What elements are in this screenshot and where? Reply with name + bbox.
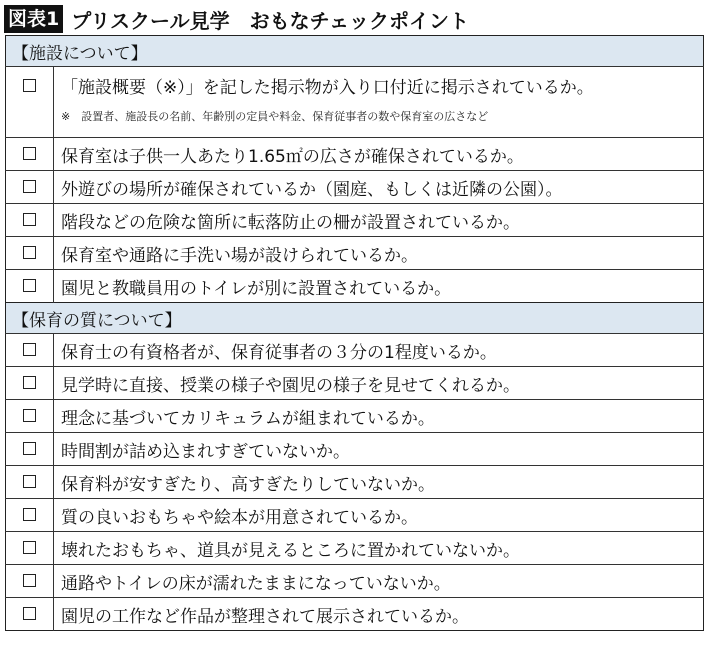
checkbox-icon[interactable]	[23, 343, 36, 356]
item-text: 通路やトイレの床が濡れたままになっていないか。	[54, 565, 704, 598]
figure-title: プリスクール見学 おもなチェックポイント	[71, 8, 470, 33]
checkbox-icon[interactable]	[23, 574, 36, 587]
checkbox-icon[interactable]	[23, 607, 36, 620]
checkbox-icon[interactable]	[23, 409, 36, 422]
item-text: 園児と教職員用のトイレが別に設置されているか。	[54, 270, 704, 303]
item-text: 質の良いおもちゃや絵本が用意されているか。	[54, 499, 704, 532]
checklist-row	[6, 67, 704, 138]
section-title: 【施設について】	[6, 36, 704, 67]
item-text: 見学時に直接、授業の様子や園児の様子を見せてくれるか。	[54, 367, 704, 400]
checklist-row	[6, 433, 704, 466]
checklist-row	[6, 270, 704, 303]
checklist-row	[6, 237, 704, 270]
checkbox-icon[interactable]	[23, 246, 36, 259]
checkbox-icon[interactable]	[23, 180, 36, 193]
figure-badge: 図表1	[4, 5, 63, 33]
checklist-row	[6, 499, 704, 532]
item-text: 保育士の有資格者が、保育従事者の３分の1程度いるか。	[54, 334, 704, 367]
item-text: 保育室や通路に手洗い場が設けられているか。	[54, 237, 704, 270]
checkbox-icon[interactable]	[23, 376, 36, 389]
checklist-row	[6, 532, 704, 565]
checklist-row	[6, 334, 704, 367]
section-header-facility	[6, 36, 704, 67]
item-text: 時間割が詰め込まれすぎていないか。	[54, 433, 704, 466]
checklist-row	[6, 598, 704, 631]
item-text: 理念に基づいてカリキュラムが組まれているか。	[54, 400, 704, 433]
checklist-row	[6, 204, 704, 237]
checklist-row	[6, 565, 704, 598]
checkbox-icon[interactable]	[23, 541, 36, 554]
checkbox-icon[interactable]	[23, 508, 36, 521]
item-text: 階段などの危険な箇所に転落防止の柵が設置されているか。	[54, 204, 704, 237]
section-title: 【保育の質について】	[6, 303, 704, 334]
checklist-row	[6, 400, 704, 433]
item-text: 保育料が安すぎたり、高すぎたりしていないか。	[54, 466, 704, 499]
section-header-quality	[6, 303, 704, 334]
item-text: 園児の工作など作品が整理されて展示されているか。	[54, 598, 704, 631]
checkbox-icon[interactable]	[23, 475, 36, 488]
checklist-row	[6, 367, 704, 400]
checkbox-icon[interactable]	[23, 79, 36, 92]
item-text: 外遊びの場所が確保されているか（園庭、もしくは近隣の公園）。	[54, 171, 704, 204]
item-text: 「施設概要（※）」を記した掲示物が入り口付近に掲示されているか。	[61, 78, 594, 98]
footnote: ※ 設置者、施設長の名前、年齢別の定員や料金、保育従事者の数や保育室の広さなど	[61, 110, 489, 123]
checklist-row	[6, 138, 704, 171]
checkbox-icon[interactable]	[23, 442, 36, 455]
checkbox-icon[interactable]	[23, 213, 36, 226]
item-text: 保育室は子供一人あたり1.65㎡の広さが確保されているか。	[54, 138, 704, 171]
checklist-row	[6, 466, 704, 499]
item-text: 壊れたおもちゃ、道具が見えるところに置かれていないか。	[54, 532, 704, 565]
checklist-row	[6, 171, 704, 204]
checkbox-icon[interactable]	[23, 147, 36, 160]
checkbox-icon[interactable]	[23, 279, 36, 292]
checklist-table	[5, 35, 704, 631]
figure-header	[4, 4, 469, 34]
